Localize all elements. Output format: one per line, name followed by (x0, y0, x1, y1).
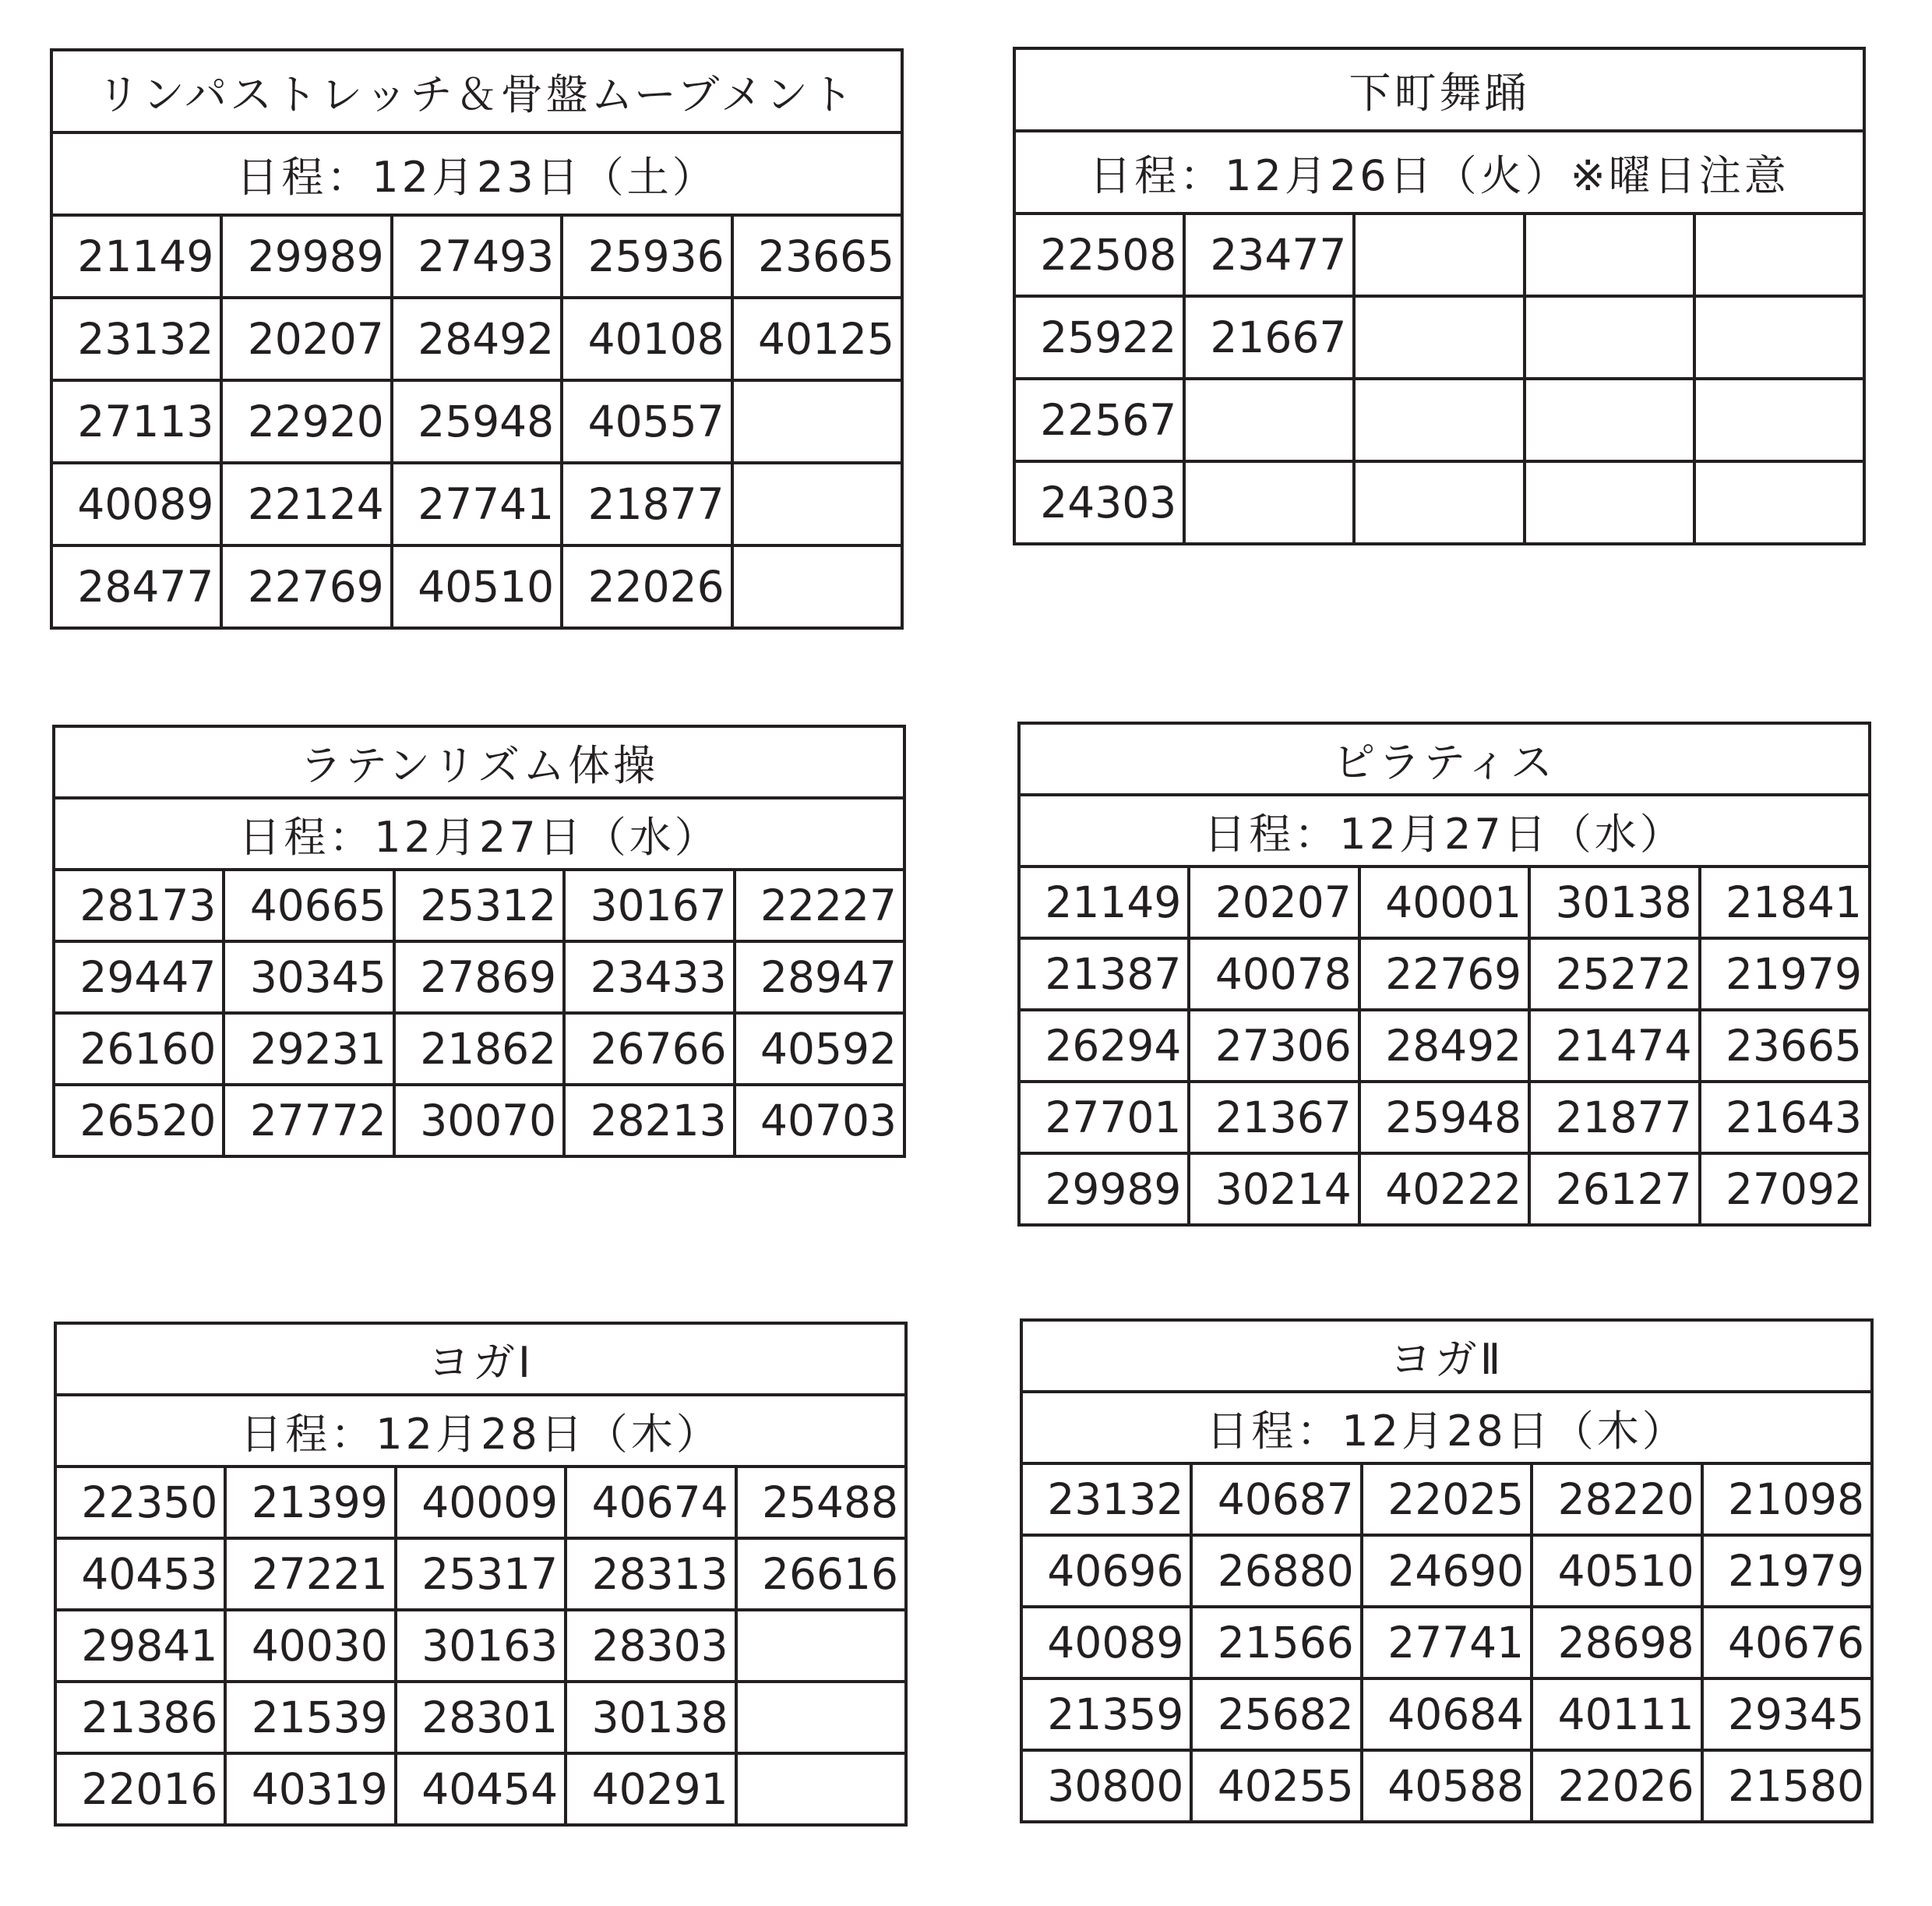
member-number-cell: 40588 (1362, 1750, 1532, 1822)
member-number-cell (1354, 296, 1524, 379)
member-number-cell (1694, 461, 1864, 544)
table-row (1021, 1535, 1872, 1607)
member-number-cell: 22920 (221, 380, 391, 463)
member-number-cell: 25488 (736, 1467, 906, 1538)
table-row (51, 380, 902, 463)
member-number-cell: 40665 (224, 870, 393, 941)
member-number-cell: 22769 (1359, 938, 1529, 1010)
schedule-table-lymph-stretch (50, 48, 904, 630)
member-number-cell: 21539 (225, 1682, 395, 1753)
member-number-cell (732, 380, 902, 463)
member-number-cell: 40703 (735, 1085, 904, 1156)
member-number-cell: 22026 (562, 545, 732, 628)
member-number-cell: 40255 (1191, 1750, 1361, 1822)
member-number-cell (736, 1753, 906, 1825)
schedule-table-pilates (1017, 722, 1871, 1227)
member-number-cell (732, 545, 902, 628)
member-number-cell: 25948 (392, 380, 562, 463)
table-row (54, 1085, 904, 1156)
table-row (54, 1013, 904, 1085)
schedule-date: 日程：12月28日（木） (1021, 1392, 1872, 1463)
table-row (1021, 1607, 1872, 1678)
member-number-cell: 21399 (225, 1467, 395, 1538)
member-number-cell: 29447 (54, 941, 224, 1013)
member-number-cell: 21841 (1700, 867, 1870, 938)
member-number-cell: 28698 (1532, 1607, 1701, 1678)
member-number-cell: 29841 (55, 1610, 225, 1682)
member-number-cell: 40510 (392, 545, 562, 628)
member-number-cell: 40510 (1532, 1535, 1701, 1607)
member-number-cell: 40684 (1362, 1678, 1532, 1750)
member-number-cell: 22769 (221, 545, 391, 628)
member-number-cell (736, 1610, 906, 1682)
member-number-cell: 30163 (396, 1610, 566, 1682)
member-number-cell: 30214 (1189, 1153, 1359, 1225)
member-number-cell: 25948 (1359, 1082, 1529, 1153)
member-number-cell: 21877 (1529, 1082, 1699, 1153)
schedule-date: 日程：12月26日（火）※曜日注意 (1014, 131, 1864, 214)
member-number-cell: 27306 (1189, 1010, 1359, 1082)
member-number-cell (1694, 296, 1864, 379)
schedule-table-shitamachi-dance (1013, 47, 1866, 545)
member-number-cell: 29989 (1019, 1153, 1189, 1225)
member-number-cell (1694, 214, 1864, 296)
schedule-title: リンパストレッチ＆骨盤ムーブメント (51, 50, 902, 132)
member-number-cell: 21367 (1189, 1082, 1359, 1153)
member-number-cell: 22508 (1014, 214, 1184, 296)
table-row (54, 870, 904, 941)
member-number-cell: 40696 (1021, 1535, 1191, 1607)
member-number-cell: 27701 (1019, 1082, 1189, 1153)
member-number-cell: 25312 (394, 870, 564, 941)
member-number-cell: 27113 (51, 380, 221, 463)
table-row (1021, 1463, 1872, 1535)
member-number-cell: 21862 (394, 1013, 564, 1085)
member-number-cell: 21149 (51, 215, 221, 298)
member-number-cell: 25922 (1014, 296, 1184, 379)
member-number-cell: 26616 (736, 1538, 906, 1610)
member-number-cell: 20207 (1189, 867, 1359, 938)
member-number-cell: 23665 (732, 215, 902, 298)
member-number-cell: 27092 (1700, 1153, 1870, 1225)
member-number-cell: 21580 (1702, 1750, 1872, 1822)
member-number-cell: 25317 (396, 1538, 566, 1610)
member-number-cell: 29989 (221, 215, 391, 298)
member-number-cell: 28477 (51, 545, 221, 628)
member-number-cell: 21386 (55, 1682, 225, 1753)
member-number-cell: 28303 (566, 1610, 735, 1682)
member-number-cell (1354, 379, 1524, 461)
member-number-cell: 27869 (394, 941, 564, 1013)
table-row (55, 1753, 906, 1825)
member-number-cell: 40674 (566, 1467, 735, 1538)
member-number-cell: 26160 (54, 1013, 224, 1085)
member-number-cell: 27741 (1362, 1607, 1532, 1678)
member-number-cell: 40592 (735, 1013, 904, 1085)
member-number-cell: 25936 (562, 215, 732, 298)
member-number-cell: 24303 (1014, 461, 1184, 544)
table-row (55, 1538, 906, 1610)
member-number-cell: 30138 (566, 1682, 735, 1753)
table-row (1014, 296, 1864, 379)
member-number-cell: 21667 (1184, 296, 1354, 379)
member-number-cell: 21098 (1702, 1463, 1872, 1535)
member-number-cell: 22025 (1362, 1463, 1532, 1535)
member-number-cell (736, 1682, 906, 1753)
schedule-title: ラテンリズム体操 (54, 726, 904, 798)
member-number-cell: 30345 (224, 941, 393, 1013)
member-number-cell: 40319 (225, 1753, 395, 1825)
member-number-cell: 23433 (564, 941, 734, 1013)
member-number-cell: 23477 (1184, 214, 1354, 296)
member-number-cell: 21877 (562, 463, 732, 545)
table-row (1014, 214, 1864, 296)
member-number-cell: 27772 (224, 1085, 393, 1156)
table-row (1019, 1153, 1870, 1225)
member-number-cell: 21359 (1021, 1678, 1191, 1750)
member-number-cell (1354, 214, 1524, 296)
member-number-cell: 21474 (1529, 1010, 1699, 1082)
member-number-cell: 28173 (54, 870, 224, 941)
member-number-cell: 40089 (51, 463, 221, 545)
member-number-cell: 40001 (1359, 867, 1529, 938)
member-number-cell: 26766 (564, 1013, 734, 1085)
member-number-cell: 22016 (55, 1753, 225, 1825)
member-number-cell: 21566 (1191, 1607, 1361, 1678)
member-number-cell: 40687 (1191, 1463, 1361, 1535)
table-row (1021, 1678, 1872, 1750)
table-row (1019, 1082, 1870, 1153)
member-number-cell: 40453 (55, 1538, 225, 1610)
member-number-cell: 21979 (1700, 938, 1870, 1010)
member-number-cell: 30800 (1021, 1750, 1191, 1822)
schedule-table-latin-rhythm (52, 725, 906, 1158)
member-number-cell: 26880 (1191, 1535, 1361, 1607)
table-row (1019, 938, 1870, 1010)
member-number-cell: 40222 (1359, 1153, 1529, 1225)
member-number-cell: 30070 (394, 1085, 564, 1156)
table-row (55, 1467, 906, 1538)
member-number-cell: 23132 (1021, 1463, 1191, 1535)
member-number-cell: 28492 (1359, 1010, 1529, 1082)
table-row (55, 1682, 906, 1753)
member-number-cell: 23132 (51, 298, 221, 380)
member-number-cell (1525, 296, 1694, 379)
table-row (51, 463, 902, 545)
member-number-cell: 22567 (1014, 379, 1184, 461)
member-number-cell: 22124 (221, 463, 391, 545)
member-number-cell: 25272 (1529, 938, 1699, 1010)
member-number-cell: 26294 (1019, 1010, 1189, 1082)
schedule-title: 下町舞踊 (1014, 48, 1864, 131)
table-row (1019, 867, 1870, 938)
member-number-cell: 20207 (221, 298, 391, 380)
table-row (51, 545, 902, 628)
member-number-cell: 28301 (396, 1682, 566, 1753)
member-number-cell: 30167 (564, 870, 734, 941)
member-number-cell: 29231 (224, 1013, 393, 1085)
schedule-title: ピラティス (1019, 723, 1870, 795)
schedule-date: 日程：12月23日（土） (51, 132, 902, 215)
member-number-cell (1525, 214, 1694, 296)
member-number-cell: 40291 (566, 1753, 735, 1825)
member-number-cell: 27221 (225, 1538, 395, 1610)
member-number-cell: 40557 (562, 380, 732, 463)
schedule-date: 日程：12月27日（水） (1019, 795, 1870, 867)
member-number-cell: 40078 (1189, 938, 1359, 1010)
table-row (54, 941, 904, 1013)
table-row (51, 298, 902, 380)
member-number-cell: 21149 (1019, 867, 1189, 938)
member-number-cell (1184, 379, 1354, 461)
member-number-cell (1525, 379, 1694, 461)
member-number-cell (1525, 461, 1694, 544)
schedule-table-yoga-2 (1020, 1318, 1874, 1823)
member-number-cell: 24690 (1362, 1535, 1532, 1607)
member-number-cell (1354, 461, 1524, 544)
member-number-cell: 40009 (396, 1467, 566, 1538)
schedule-date: 日程：12月27日（水） (54, 798, 904, 870)
schedule-date: 日程：12月28日（木） (55, 1395, 906, 1467)
schedule-title: ヨガⅠ (55, 1323, 906, 1395)
member-number-cell: 21387 (1019, 938, 1189, 1010)
member-number-cell: 28220 (1532, 1463, 1701, 1535)
member-number-cell: 27493 (392, 215, 562, 298)
member-number-cell: 22350 (55, 1467, 225, 1538)
member-number-cell: 40111 (1532, 1678, 1701, 1750)
member-number-cell: 30138 (1529, 867, 1699, 938)
member-number-cell: 40089 (1021, 1607, 1191, 1678)
table-row (1019, 1010, 1870, 1082)
member-number-cell: 28492 (392, 298, 562, 380)
member-number-cell (1694, 379, 1864, 461)
member-number-cell: 28213 (564, 1085, 734, 1156)
member-number-cell: 26520 (54, 1085, 224, 1156)
table-row (1014, 379, 1864, 461)
table-row (55, 1610, 906, 1682)
member-number-cell: 21979 (1702, 1535, 1872, 1607)
member-number-cell (732, 463, 902, 545)
member-number-cell: 21643 (1700, 1082, 1870, 1153)
member-number-cell: 29345 (1702, 1678, 1872, 1750)
member-number-cell: 40454 (396, 1753, 566, 1825)
table-row (1014, 461, 1864, 544)
schedule-title: ヨガⅡ (1021, 1320, 1872, 1392)
member-number-cell: 23665 (1700, 1010, 1870, 1082)
member-number-cell: 28947 (735, 941, 904, 1013)
member-number-cell: 22227 (735, 870, 904, 941)
member-number-cell: 26127 (1529, 1153, 1699, 1225)
member-number-cell: 40030 (225, 1610, 395, 1682)
table-row (51, 215, 902, 298)
member-number-cell: 27741 (392, 463, 562, 545)
member-number-cell: 40676 (1702, 1607, 1872, 1678)
member-number-cell: 40108 (562, 298, 732, 380)
member-number-cell: 28313 (566, 1538, 735, 1610)
member-number-cell (1184, 461, 1354, 544)
schedule-table-yoga-1 (54, 1322, 908, 1827)
member-number-cell: 22026 (1532, 1750, 1701, 1822)
member-number-cell: 25682 (1191, 1678, 1361, 1750)
member-number-cell: 40125 (732, 298, 902, 380)
table-row (1021, 1750, 1872, 1822)
